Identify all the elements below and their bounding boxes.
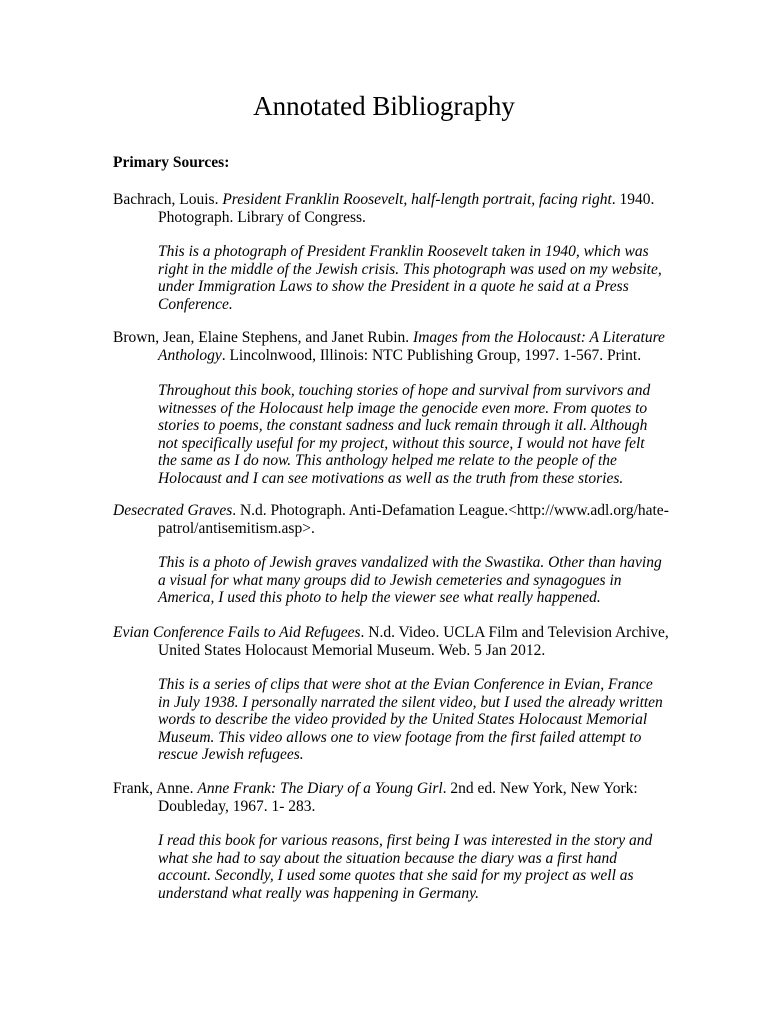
citation-title: Anne Frank: The Diary of a Young Girl — [197, 780, 443, 797]
citation-author: Bachrach, Louis. — [113, 191, 223, 208]
citation-author: Frank, Anne. — [113, 780, 198, 797]
citation-title: President Franklin Roosevelt, half-length portrait, facing right — [222, 191, 612, 208]
citation-brown — [113, 329, 706, 364]
citation-author: Brown, Jean, Elaine Stephens, and Janet Rubin. — [113, 329, 414, 346]
citation-details: . Lincolnwood, Illinois: NTC Publishing Group, 1997. 1-567. Print. — [221, 346, 642, 364]
page-title: Annotated Bibliography — [253, 91, 515, 121]
citation-title: Desecrated Graves — [113, 502, 233, 519]
citation-title: Images from the Holocaust: A Literature Anthology — [158, 329, 665, 364]
citation-evian-conference — [113, 624, 706, 659]
citation-desecrated-graves — [113, 502, 706, 537]
annotation-bachrach: This is a photograph of President Franklin Roosevelt taken in 1940, which was right in the middle of the Jewish crisis. This photograph was used on my website, under Immigration Laws to show the President in a quote he said at a Press Conference. — [158, 243, 662, 313]
citation-details: . 2nd ed. New York, New York: Doubleday, 1967. 1- 283. — [158, 780, 638, 815]
citation-details: . N.d. Photograph. Anti-Defamation League.<http://www.adl.org/hate-patrol/antisemitism.asp>. — [158, 502, 669, 537]
section-heading: Primary Sources: — [113, 154, 230, 171]
citation-details: . N.d. Video. UCLA Film and Television Archive, United States Holocaust Memorial Museum. Web. 5 Jan 2012. — [158, 624, 669, 659]
annotation-frank: I read this book for various reasons, first being I was interested in the story and what she had to say about the situation because the diary was a first hand account. Secondly, I used some quotes that she said for my project as well as understand what really was happening in Germany. — [158, 832, 653, 902]
annotation-brown: Throughout this book, touching stories of hope and survival from survivors and witnesses of the Holocaust help image the genocide even more. From quotes to stories to poems, the constant sadness and luck remain through it all. Although not specifically useful for my project, without this source, I would not have felt the same as I do now. This anthology helped me relate to the people of the Holocaust and I can see motivations as well as the truth from these stories. — [158, 382, 651, 487]
annotation-evian-conference: This is a series of clips that were shot at the Evian Conference in Evian, France in July 1938. I personally narrated the silent video, but I used the already written words to describe the video provided by the United States Holocaust Memorial Museum. This video allows one to view footage from the first failed attempt to rescue Jewish refugees. — [158, 676, 663, 763]
citation-details: . 1940. Photograph. Library of Congress. — [158, 191, 655, 226]
citation-frank — [113, 780, 706, 815]
annotation-desecrated-graves: This is a photo of Jewish graves vandalized with the Swastika. Other than having a visual for what many groups did to Jewish cemeteries and synagogues in America, I used this photo to help the viewer see what really happened. — [158, 554, 662, 606]
citation-bachrach — [113, 191, 706, 226]
citation-title: Evian Conference Fails to Aid Refugees — [113, 624, 361, 641]
